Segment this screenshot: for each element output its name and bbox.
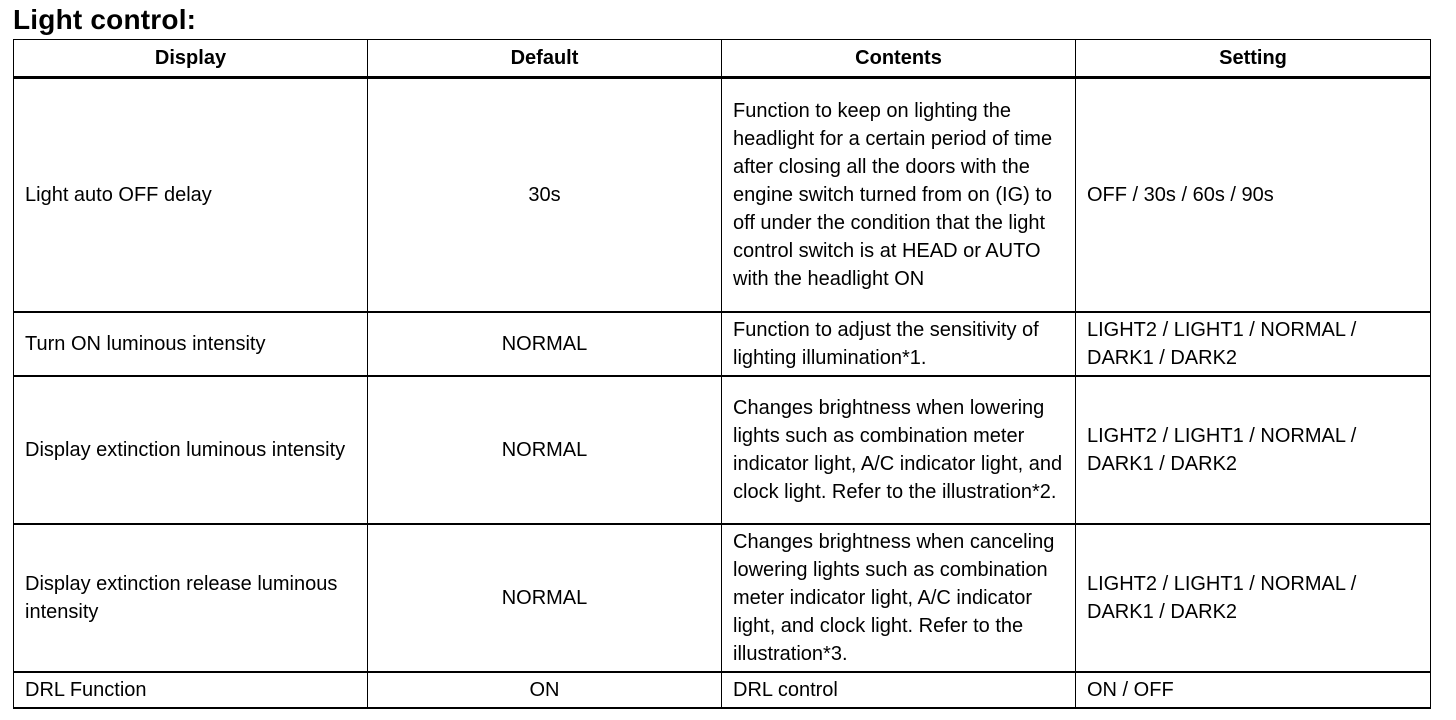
default-cell: ON	[368, 672, 722, 708]
table-row	[14, 376, 1431, 524]
display-cell: Turn ON luminous intensity	[14, 312, 368, 376]
setting-cell: LIGHT2 / LIGHT1 / NORMAL / DARK1 / DARK2	[1076, 376, 1431, 524]
table-row	[14, 78, 1431, 313]
page-title: Light control:	[13, 4, 197, 35]
default-cell: NORMAL	[368, 524, 722, 672]
table-row	[14, 524, 1431, 672]
setting-cell: LIGHT2 / LIGHT1 / NORMAL / DARK1 / DARK2	[1076, 524, 1431, 672]
table-row	[14, 672, 1431, 708]
display-cell: Display extinction luminous intensity	[14, 376, 368, 524]
contents-cell: Function to keep on lighting the headlight for a certain period of time after closing all the doors with the engine switch turned from on (IG) to off under the condition that the light control switch is at HEAD or AUTO with the headlight ON	[722, 78, 1076, 313]
header-setting: Setting	[1076, 40, 1431, 78]
setting-cell: ON / OFF	[1076, 672, 1431, 708]
header-contents: Contents	[722, 40, 1076, 78]
table-header-row	[14, 40, 1431, 78]
display-cell: Light auto OFF delay	[14, 78, 368, 313]
setting-cell: OFF / 30s / 60s / 90s	[1076, 78, 1431, 313]
default-cell: NORMAL	[368, 376, 722, 524]
contents-cell: Changes brightness when canceling lowering lights such as combination meter indicator light, A/C indicator light, and clock light. Refer to the illustration*3.	[722, 524, 1076, 672]
contents-cell: DRL control	[722, 672, 1076, 708]
setting-cell: LIGHT2 / LIGHT1 / NORMAL / DARK1 / DARK2	[1076, 312, 1431, 376]
light-control-table	[13, 39, 1431, 709]
contents-cell: Changes brightness when lowering lights such as combination meter indicator light, A/C indicator light, and clock light. Refer to the illustration*2.	[722, 376, 1076, 524]
table-row	[14, 312, 1431, 376]
contents-cell: Function to adjust the sensitivity of lighting illumination*1.	[722, 312, 1076, 376]
default-cell: NORMAL	[368, 312, 722, 376]
display-cell: DRL Function	[14, 672, 368, 708]
display-cell: Display extinction release luminous intensity	[14, 524, 368, 672]
default-cell: 30s	[368, 78, 722, 313]
header-display: Display	[14, 40, 368, 78]
header-default: Default	[368, 40, 722, 78]
